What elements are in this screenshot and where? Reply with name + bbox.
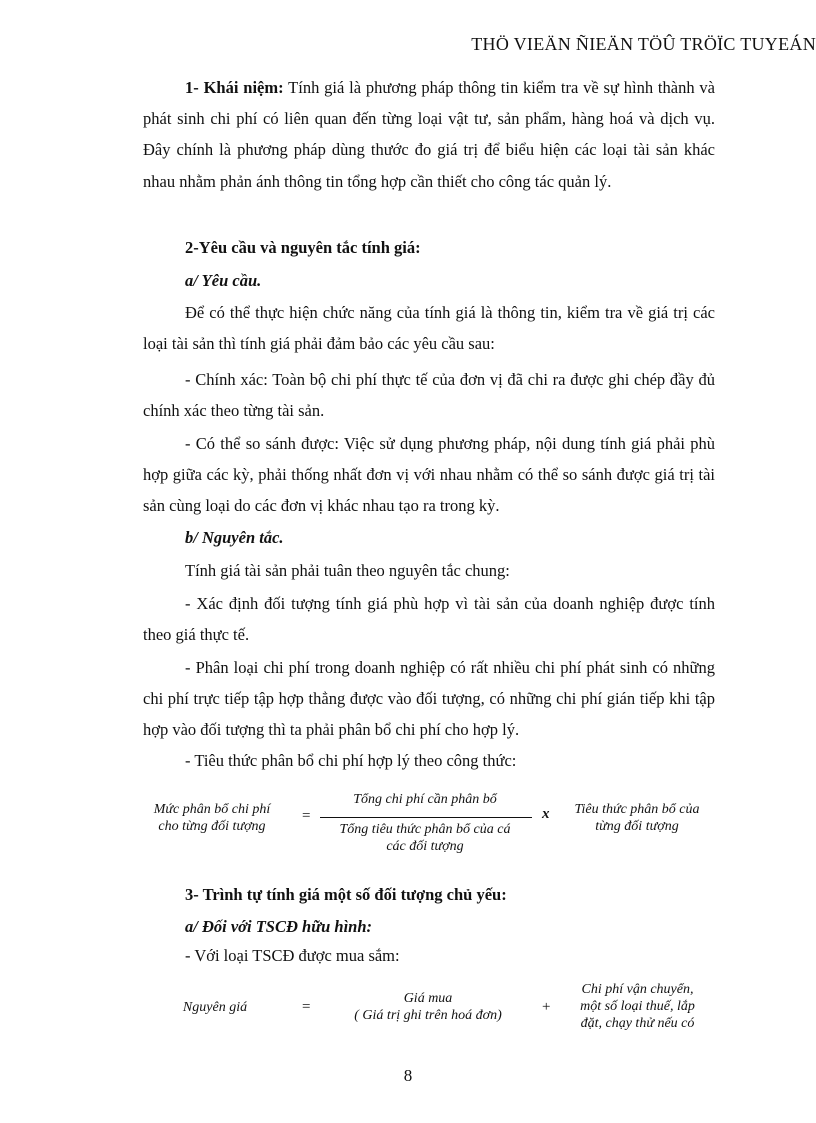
formula-2-term-2 [565, 981, 710, 1032]
section-2b-heading: b/ Nguyên tắc. [185, 528, 284, 547]
formula-1-equals: = [302, 808, 311, 824]
formula-2-equals: = [302, 999, 311, 1015]
section-2a-intro: Để có thể thực hiện chức năng của tính giá là thông tin, kiểm tra về giá trị các loại tài sản thì tính giá phải đảm bảo các yêu cầu sau: [143, 303, 715, 354]
formula-2-term-2-line-1: Chi phí vận chuyển, [581, 982, 694, 997]
formula-1-rhs-line-1: Tiêu thức phân bổ của [574, 802, 700, 817]
section-1-paragraph [143, 72, 715, 197]
formula-1-denominator [320, 821, 530, 855]
section-1-text: Tính giá là phương pháp thông tin kiểm tra về sự hình thành và phát sinh chi phí có liên quan đến từng loại vật tư, sản phẩm, hàng hoá và dịch vụ. Đây chính là phương pháp dùng thước đo giá trị để biểu hiện các loại tài sản khác nhau nhằm phản ánh thông tin tổng hợp cần thiết cho công tác quản lý. [143, 78, 715, 191]
formula-2-term-2-line-3: đặt, chạy thử nếu có [580, 1016, 695, 1031]
formula-2-term-1 [338, 990, 518, 1024]
section-3a-item-1: - Với loại TSCĐ được mua sắm: [185, 946, 400, 965]
formula-2-term-2-line-2: một số loại thuế, lắp [580, 999, 695, 1014]
formula-1-denominator-line-1: Tổng tiêu thức phân bổ của cá [339, 822, 511, 837]
section-2b-item-2: - Phân loại chi phí trong doanh nghiệp có rất nhiều chi phí phát sinh có những chi phí trực tiếp tập hợp thẳng được vào đối tượng, có những chi phí gián tiếp khi tập hợp vào đối tượng thì ta phải phân bổ chi phí cho hợp lý. [143, 658, 715, 740]
section-2a-item-2: - Có thể so sánh được: Việc sử dụng phương pháp, nội dung tính giá phải phù hợp giữa các kỳ, phải thống nhất đơn vị với nhau nhằm có thể so sánh được giá trị tài sản cùng loại do các đơn vị khác nhau tạo ra trong kỳ. [143, 434, 715, 516]
section-2b-item-3: - Tiêu thức phân bổ chi phí hợp lý theo công thức: [185, 751, 517, 770]
page-number: 8 [403, 1066, 413, 1085]
formula-1-times: x [542, 806, 550, 822]
section-2-heading: 2-Yêu cầu và nguyên tắc tính giá: [185, 238, 421, 257]
formula-1-fraction-bar [320, 817, 532, 818]
section-2a-heading: a/ Yêu cầu. [185, 271, 262, 290]
formula-1-rhs [562, 801, 712, 835]
formula-2-term-1-line-1: Giá mua [403, 991, 453, 1006]
section-3a-heading: a/ Đối với TSCĐ hữu hình: [185, 917, 372, 936]
section-2b-intro: Tính giá tài sản phải tuân theo nguyên tắc chung: [185, 561, 510, 580]
formula-1-lhs [142, 801, 282, 835]
formula-2-plus: + [542, 999, 551, 1015]
formula-1-lhs-line-1: Mức phân bổ chi phí [153, 802, 271, 817]
running-header: THÖ VIEÄN ÑIEÄN TÖÛ TRÖÏC TUYEÁN [471, 34, 816, 54]
section-1-label: 1- Khái niệm: [185, 78, 284, 97]
formula-1-numerator: Tổng chi phí cần phân bổ [353, 792, 497, 807]
section-2b-item-1: - Xác định đối tượng tính giá phù hợp vì tài sản của doanh nghiệp được tính theo giá thực tế. [143, 594, 715, 645]
section-3-heading: 3- Trình tự tính giá một số đối tượng chủ yếu: [185, 885, 507, 904]
formula-2-lhs: Nguyên giá [182, 1000, 248, 1015]
formula-1-rhs-line-2: từng đối tượng [595, 819, 679, 834]
section-2a-item-1: - Chính xác: Toàn bộ chi phí thực tế của đơn vị đã chi ra được ghi chép đầy đủ chính xác theo từng tài sản. [143, 370, 715, 421]
formula-1-lhs-line-2: cho từng đối tượng [158, 819, 266, 834]
formula-1-denominator-line-2: các đối tượng [386, 839, 464, 854]
formula-2-term-1-line-2: ( Giá trị ghi trên hoá đơn) [354, 1008, 502, 1023]
